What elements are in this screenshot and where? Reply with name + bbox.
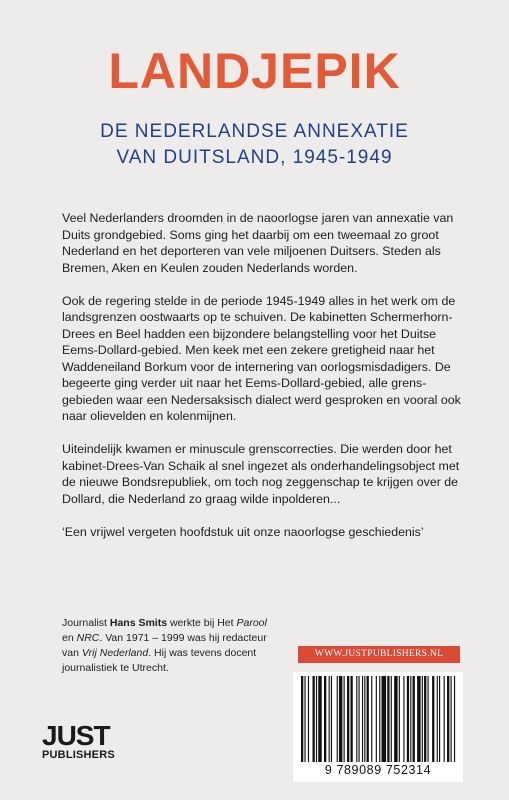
blurb-paragraph: Ook de regering stelde in de periode 1945-1949 alles in het werk om de landsgrenzen oostwaarts op te schuiven. De kabinetten Schermerhorn-Drees en Beel hadden een bijzondere belangstelling voor het Duitse Eems-Dollard-gebied. Men keek met een zekere gretigheid naar het Waddeneiland Borkum voor de internering van oorlogsmisdadigers. De begeerte ging verder uit naar het Eems-Dollard-gebied, alle grensgebieden waar een Nedersaksisch dialect werd gesproken en vooral ook naar olievelden en kolenmijnen. bbox=[62, 293, 461, 423]
author-name: Hans Smits bbox=[109, 617, 168, 629]
barcode-bar bbox=[329, 676, 330, 762]
barcode-bar bbox=[316, 676, 317, 762]
barcode-bar bbox=[407, 676, 409, 762]
barcode-bar bbox=[318, 676, 321, 762]
barcode-bar bbox=[437, 676, 438, 762]
barcode-bar bbox=[422, 676, 423, 762]
blurb-paragraph: Veel Nederlanders droomden in de naoorlogse jaren van annexatie van Duits grondgebied. Soms ging het daarbij om een tweemaal zo groot Nederland en het deporteren van vele miljoenen Duitsers. Steden als Bremen, Aken en Keulen zouden Nederlands worden. bbox=[62, 211, 454, 275]
subtitle-line-2: VAN DUITSLAND, 1945-1949 bbox=[116, 147, 393, 168]
barcode-bar bbox=[350, 676, 352, 762]
newspaper-name: Parool bbox=[236, 617, 267, 629]
book-title: LANDJEPIK bbox=[108, 43, 401, 99]
newspaper-name: NRC bbox=[76, 632, 100, 644]
barcode-bar bbox=[382, 676, 387, 762]
barcode-bar bbox=[399, 676, 400, 762]
barcode-bar bbox=[371, 676, 372, 762]
barcode-bar bbox=[387, 676, 389, 762]
barcode-bar bbox=[451, 676, 452, 762]
barcode-bar bbox=[447, 676, 449, 762]
barcode-bar bbox=[359, 676, 360, 762]
blurb-quote: ‘Een vrijwel vergeten hoofdstuk uit onze naoorlogse geschiedenis’ bbox=[62, 524, 424, 539]
barcode-bar bbox=[403, 676, 404, 762]
barcode-bar bbox=[337, 676, 338, 762]
barcode-bar bbox=[379, 676, 380, 762]
barcode-bar bbox=[376, 676, 377, 762]
magazine-name: Vrij Nederland bbox=[81, 647, 149, 659]
subtitle-line-1: DE NEDERLANDSE ANNEXATIE bbox=[100, 121, 409, 142]
barcode-bar bbox=[364, 676, 365, 762]
logo-just-text: JUST bbox=[42, 720, 110, 751]
barcode-bar bbox=[308, 676, 309, 762]
barcode-bar bbox=[417, 676, 420, 762]
barcode-bar bbox=[391, 676, 392, 762]
barcode-bar bbox=[324, 676, 326, 762]
publisher-logo bbox=[42, 720, 126, 761]
back-cover-blurb bbox=[62, 210, 462, 557]
logo-publishers-text: PUBLISHERS bbox=[42, 749, 115, 761]
isbn-number: 9 789089 752314 bbox=[324, 763, 432, 777]
barcode-bar bbox=[432, 676, 434, 762]
barcode-bar bbox=[413, 676, 415, 762]
barcode-bar bbox=[301, 676, 303, 762]
barcode-bar bbox=[444, 676, 445, 762]
barcode-bars bbox=[293, 672, 463, 764]
barcode-bar bbox=[428, 676, 429, 762]
barcode-bar bbox=[362, 676, 363, 762]
isbn-barcode bbox=[293, 672, 463, 782]
author-bio: Journalist Hans Smits werkte bij Het Parool en NRC. Van 1971 – 1999 was hij redacteur van Vrij Nederland. Hij was tevens docent journalistiek te Utrecht. bbox=[62, 617, 267, 674]
publisher-website-link[interactable]: WWW.JUSTPUBLISHERS.NL bbox=[298, 646, 460, 663]
barcode-bar bbox=[347, 676, 349, 762]
barcode-bar bbox=[394, 676, 397, 762]
barcode-bar bbox=[344, 676, 345, 762]
barcode-bar bbox=[367, 676, 369, 762]
barcode-bar bbox=[313, 676, 315, 762]
barcode-bar bbox=[454, 676, 455, 762]
barcode-bar bbox=[439, 676, 440, 762]
barcode-bar bbox=[424, 676, 426, 762]
barcode-bar bbox=[339, 676, 342, 762]
barcode-bar bbox=[410, 676, 411, 762]
barcode-bar bbox=[331, 676, 332, 762]
blurb-paragraph: Uiteindelijk kwamen er minuscule grenscorrecties. Die werden door het kabinet-Drees-Van Schaik al snel ingezet als onderhandelingsobject met de nieuwe Bondsrepubliek, om toch nog zeggenschap te krijgen over de Dollard, die Nederland zo graag wilde inpolderen... bbox=[62, 442, 460, 506]
book-subtitle bbox=[0, 119, 509, 171]
barcode-bar bbox=[304, 676, 305, 762]
barcode-bar bbox=[356, 676, 357, 762]
